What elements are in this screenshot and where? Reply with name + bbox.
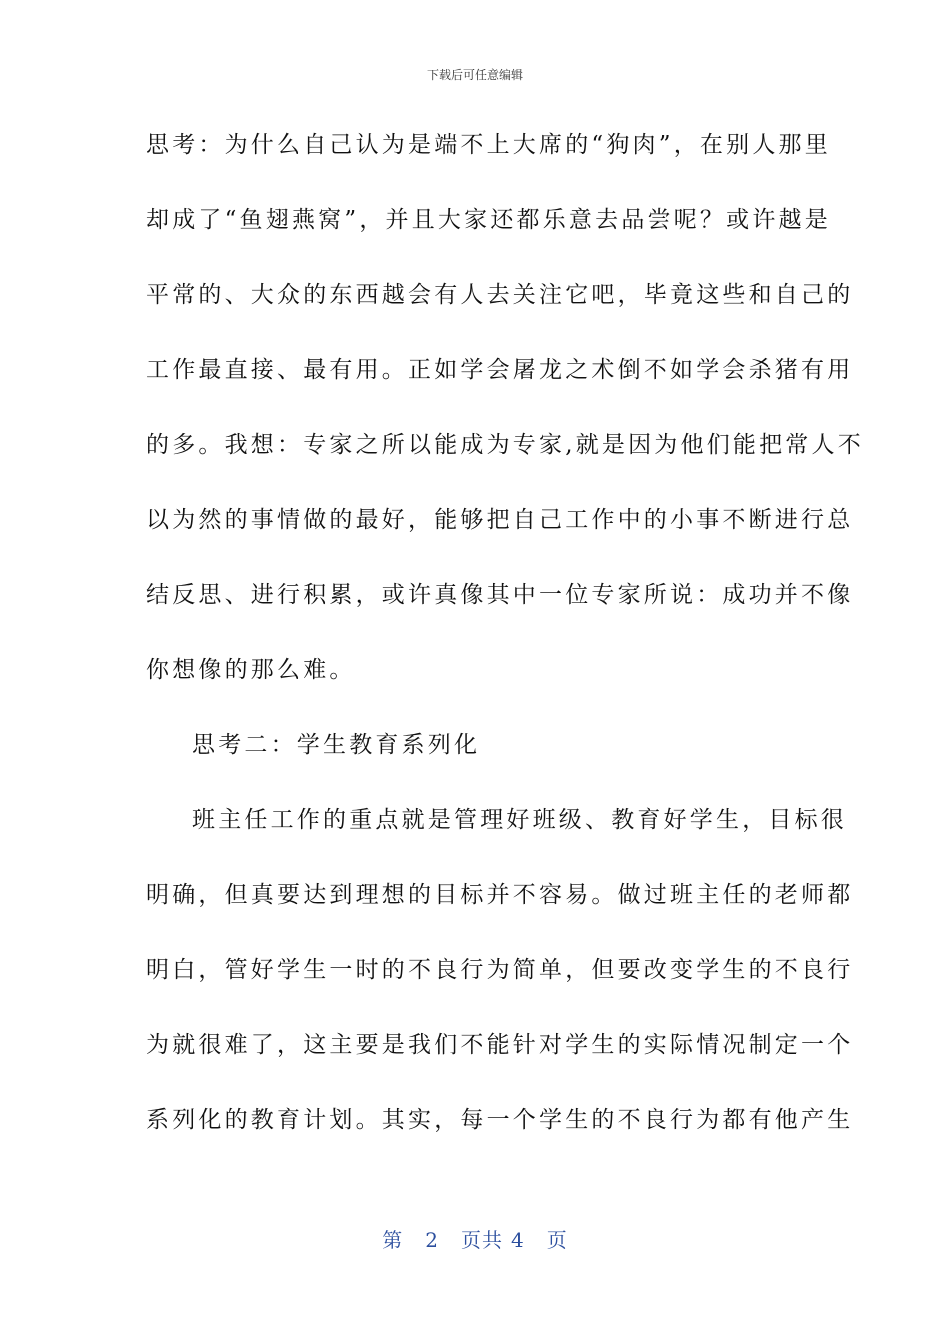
paragraph-line: 班主任工作的重点就是管理好班级、教育好学生，目标很 [192,807,847,833]
paragraph-line: 你想像的那么难。 [146,657,356,683]
page-footer [0,1224,950,1253]
current-page-number: 2 [425,1228,439,1252]
header-note: 下载后可任意编辑 [426,68,523,82]
paragraph-line: 平常的、大众的东西越会有人去关注它吧，毕竟这些和自己的 [146,282,854,308]
page-prefix: 第 [382,1228,404,1252]
page-suffix: 页 [546,1228,568,1252]
page-mid-text: 页共 [461,1228,503,1252]
paragraph-line: 系列化的教育计划。其实，每一个学生的不良行为都有他产生 [146,1107,854,1133]
paragraph-line: 明确，但真要达到理想的目标并不容易。做过班主任的老师都 [146,882,854,908]
paragraph-line: 的多。我想：专家之所以能成为专家,就是因为他们能把常人不 [146,432,864,458]
paragraph-line: 明白，管好学生一时的不良行为简单，但要改变学生的不良行 [146,957,854,983]
paragraph-line: 却成了“鱼翅燕窝”，并且大家还都乐意去品尝呢？或许越是 [146,207,831,233]
paragraph-line: 为就很难了，这主要是我们不能针对学生的实际情况制定一个 [146,1032,854,1058]
total-pages-number: 4 [511,1228,525,1252]
paragraph-line: 工作最直接、最有用。正如学会屠龙之术倒不如学会杀猪有用 [146,357,854,383]
paragraph-line: 思考：为什么自己认为是端不上大席的“狗肉”，在别人那里 [146,132,831,158]
section-heading: 思考二：学生教育系列化 [192,732,481,758]
paragraph-line: 以为然的事情做的最好，能够把自己工作中的小事不断进行总 [146,507,854,533]
document-body [146,124,864,1174]
paragraph-line: 结反思、进行积累，或许真像其中一位专家所说：成功并不像 [146,582,854,608]
